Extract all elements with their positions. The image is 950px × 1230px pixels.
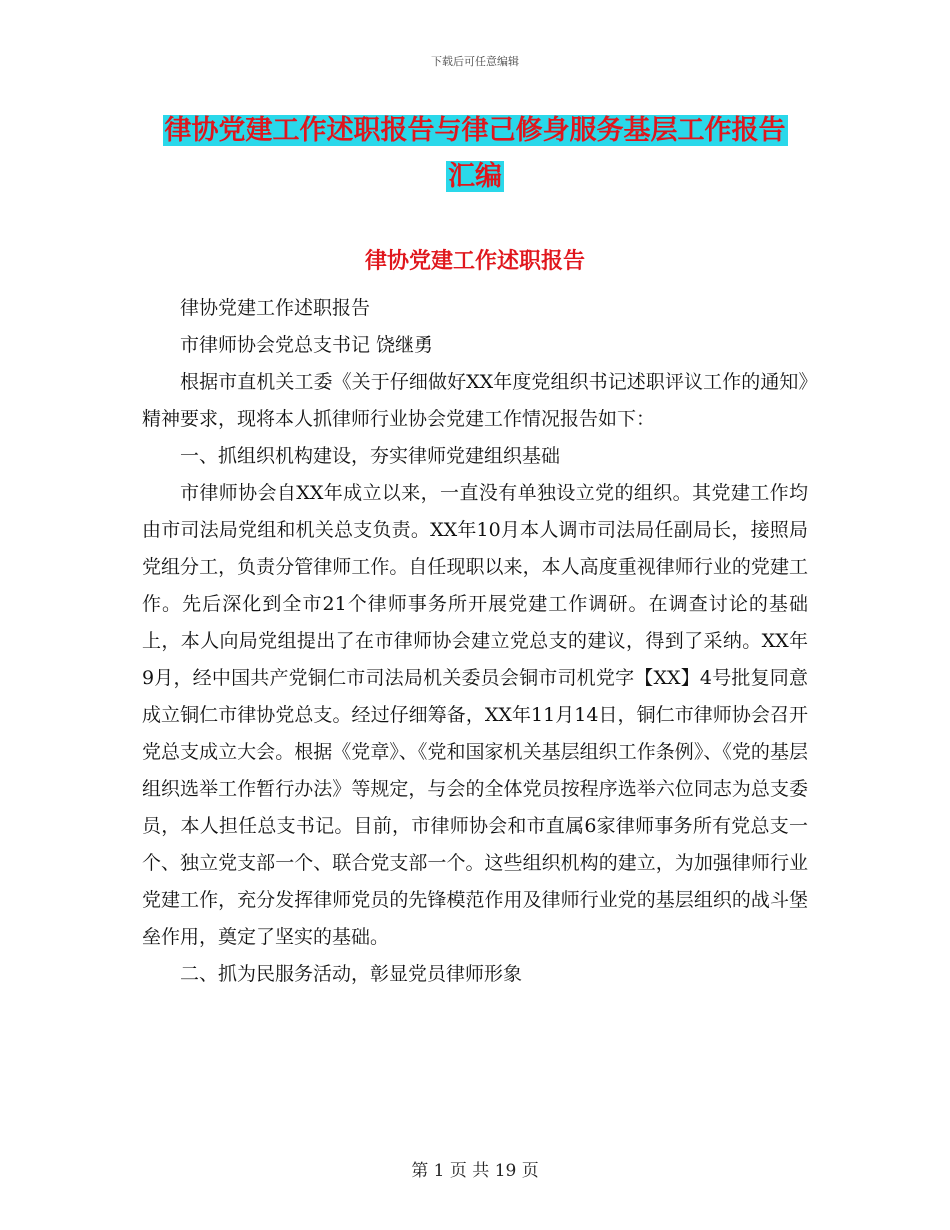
document-body bbox=[142, 290, 808, 993]
page-number: 第 1 页 共 19 页 bbox=[411, 1161, 539, 1181]
paragraph: 一、抓组织机构建设，夯实律师党建组织基础 bbox=[180, 445, 561, 467]
section-title: 律协党建工作述职报告 bbox=[364, 248, 585, 274]
document-title bbox=[140, 108, 810, 200]
paragraph: 市律师协会党总支书记 饶继勇 bbox=[180, 334, 434, 356]
header-note: 下载后可任意编辑 bbox=[431, 55, 519, 68]
document-title-line1: 律协党建工作述职报告与律己修身服务基层工作报告 bbox=[164, 115, 786, 146]
paragraph: 市律师协会自XX年成立以来，一直没有单独设立党的组织。其党建工作均由市司法局党组和机关总支负责。XX年10月本人调市司法局任副局长，接照局党组分工，负责分管律师工作。自任现职以来，本人高度重视律师行业的党建工作。先后深化到全市21个律师事务所开展党建工作调研。在调查讨论的基础上，本人向局党组提出了在市律师协会建立党总支的建议，得到了采纳。XX年9月，经中国共产党铜仁市司法局机关委员会铜市司机党字【XX】4号批复同意成立铜仁市律协党总支。经过仔细筹备，XX年11月14日，铜仁市律师协会召开党总支成立大会。根据《党章》、《党和国家机关基层组织工作条例》、《党的基层组织选举工作暂行办法》等规定，与会的全体党员按程序选举六位同志为总支委员，本人担任总支书记。目前，市律师协会和市直属6家律师事务所有党总支一个、独立党支部一个、联合党支部一个。这些组织机构的建立，为加强律师行业党建工作，充分发挥律师党员的先锋模范作用及律师行业党的基层组织的战斗堡垒作用，奠定了坚实的基础。 bbox=[142, 482, 808, 948]
paragraph: 律协党建工作述职报告 bbox=[180, 297, 371, 319]
document-title-line2: 汇编 bbox=[448, 161, 502, 192]
paragraph: 二、抓为民服务活动，彰显党员律师形象 bbox=[180, 963, 523, 985]
paragraph: 根据市直机关工委《关于仔细做好XX年度党组织书记述职评议工作的通知》精神要求，现将本人抓律师行业协会党建工作情况报告如下： bbox=[142, 371, 808, 430]
